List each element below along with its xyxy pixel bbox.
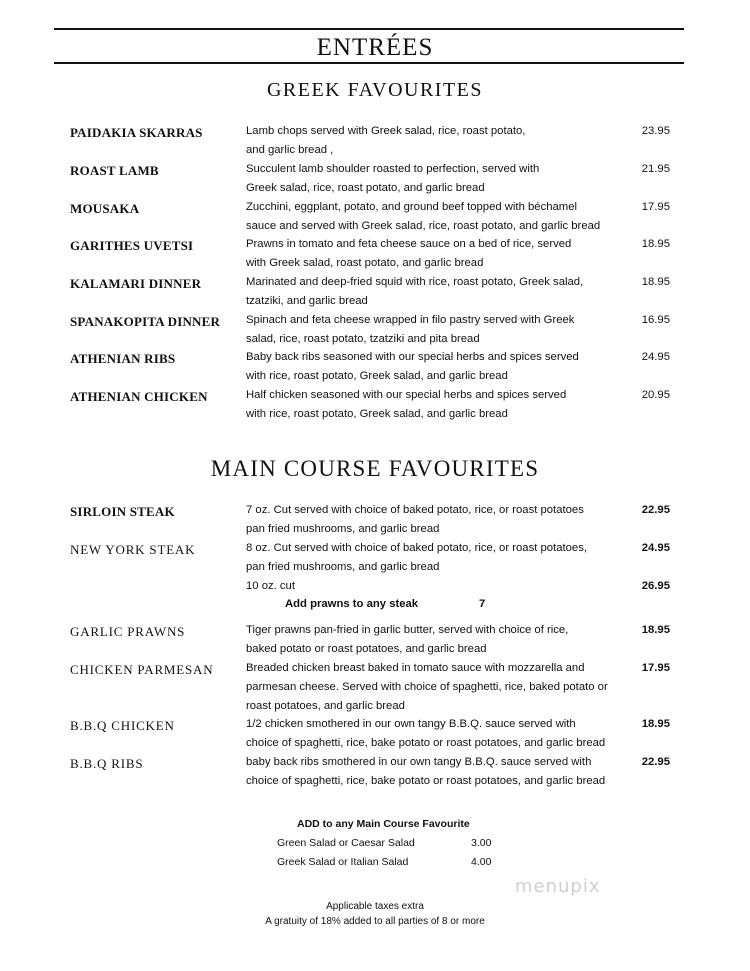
menu-item-description: 8 oz. Cut served with choice of baked potato, rice, or roast potatoes, pan fried mushrooms, and garlic bread 10 oz. cut [246,542,587,592]
menu-item-description: Zucchini, eggplant, potato, and ground beef topped with béchamel sauce and served with Greek salad, rice, roast potato, and garlic bread [246,201,601,232]
addon-label: Greek Salad or Italian Salad [277,856,409,868]
menu-item-name: SIRLOIN STEAK [70,504,175,519]
menu-item-name: NEW YORK STEAK [70,542,196,557]
taxes-note: Applicable taxes extra [326,901,424,912]
addon-price: 3.00 [471,837,492,849]
menu-item-description: Breaded chicken breast baked in tomato sauce with mozzarella and parmesan cheese. Served with choice of spaghetti, rice, baked potato or roast potatoes, and garlic bread [246,662,608,712]
top-rule [54,28,684,30]
gratuity-note: A gratuity of 18% added to all parties of 8 or more [265,916,485,927]
menu-item-name: PAIDAKIA SKARRAS [70,125,203,140]
menu-item-description: 7 oz. Cut served with choice of baked potato, rice, or roast potatoes pan fried mushrooms, and garlic bread [246,504,584,535]
menu-item-price: 24.95 [641,351,670,363]
addon-label: Green Salad or Caesar Salad [277,837,415,849]
menu-item-description: Marinated and deep-fried squid with rice, roast potato, Greek salad, tzatziki, and garlic bread [246,276,584,307]
addon-price: 4.00 [471,856,492,868]
menu-item-name: CHICKEN PARMESAN [70,662,214,677]
menu-item-description: baby back ribs smothered in our own tangy B.B.Q. sauce served with choice of spaghetti, rice, bake potato or roast potatoes, and garlic bread [246,756,606,787]
menu-item-description: 1/2 chicken smothered in our own tangy B.B.Q. sauce served with choice of spaghetti, rice, bake potato or roast potatoes, and garlic bread [246,718,606,749]
title-underline [54,62,684,64]
main-section-title: MAIN COURSE FAVOURITES [210,456,540,481]
menu-item-name: ATHENIAN RIBS [70,351,176,366]
menu-item-description: Lamb chops served with Greek salad, rice, roast potato, and garlic bread , [246,125,526,156]
menu-item-name: ATHENIAN CHICKEN [70,389,208,404]
menu-item-name: ROAST LAMB [70,163,159,178]
menu-item-price: 20.95 [641,389,670,401]
addons-title: ADD to any Main Course Favourite [297,818,470,830]
menu-item-price: 22.95 [641,504,670,516]
menu-item-description: Half chicken seasoned with our special herbs and spices served with rice, roast potato, Greek salad, and garlic bread [246,389,567,420]
menu-item-price: 17.95 [641,201,670,213]
menu-item-description: Tiger prawns pan-fried in garlic butter, served with choice of rice, baked potato or roast potatoes, and garlic bread [246,624,569,655]
menu-item-price: 17.95 [641,662,670,674]
menu-item-name: SPANAKOPITA DINNER [70,314,221,329]
menu-item-name: KALAMARI DINNER [70,276,202,291]
menu-item-price-10oz: 26.95 [641,580,670,592]
menu-item-description: Succulent lamb shoulder roasted to perfection, served with Greek salad, rice, roast potato, and garlic bread [246,163,540,194]
menu-item-price: 18.95 [641,624,670,636]
page-title: ENTRÉES [316,34,434,61]
menu-item-description: Prawns in tomato and feta cheese sauce on a bed of rice, served with Greek salad, roast potato, and garlic bread [246,238,572,269]
menu-item-price: 18.95 [641,276,670,288]
menu-item-description: Spinach and feta cheese wrapped in filo pastry served with Greek salad, rice, roast potato, tzatziki and pita bread [246,314,575,345]
greek-section-title: GREEK FAVOURITES [266,79,484,101]
menu-item-price: 23.95 [641,125,670,137]
menu-item-price: 21.95 [641,163,670,175]
menu-item-price: 16.95 [641,314,670,326]
menu-item-price: 18.95 [641,718,670,730]
menu-item-price: 22.95 [641,756,670,768]
add-prawns-price: 7 [479,598,486,610]
menu-item-name: B.B.Q RIBS [70,756,144,771]
menu-item-name: GARLIC PRAWNS [70,624,186,639]
menu-item-price: 24.95 [641,542,670,554]
footer-notes [0,899,750,929]
menupix-watermark: menupix [515,876,601,897]
menu-item-name: GARITHES UVETSI [70,238,194,253]
menu-item-price: 18.95 [641,238,670,250]
menu-item-name: B.B.Q CHICKEN [70,718,175,733]
add-prawns-label: Add prawns to any steak [285,598,419,610]
menu-item-name: MOUSAKA [70,201,140,216]
menu-item-description: Baby back ribs seasoned with our special herbs and spices served with rice, roast potato, Greek salad, and garlic bread [246,351,579,382]
